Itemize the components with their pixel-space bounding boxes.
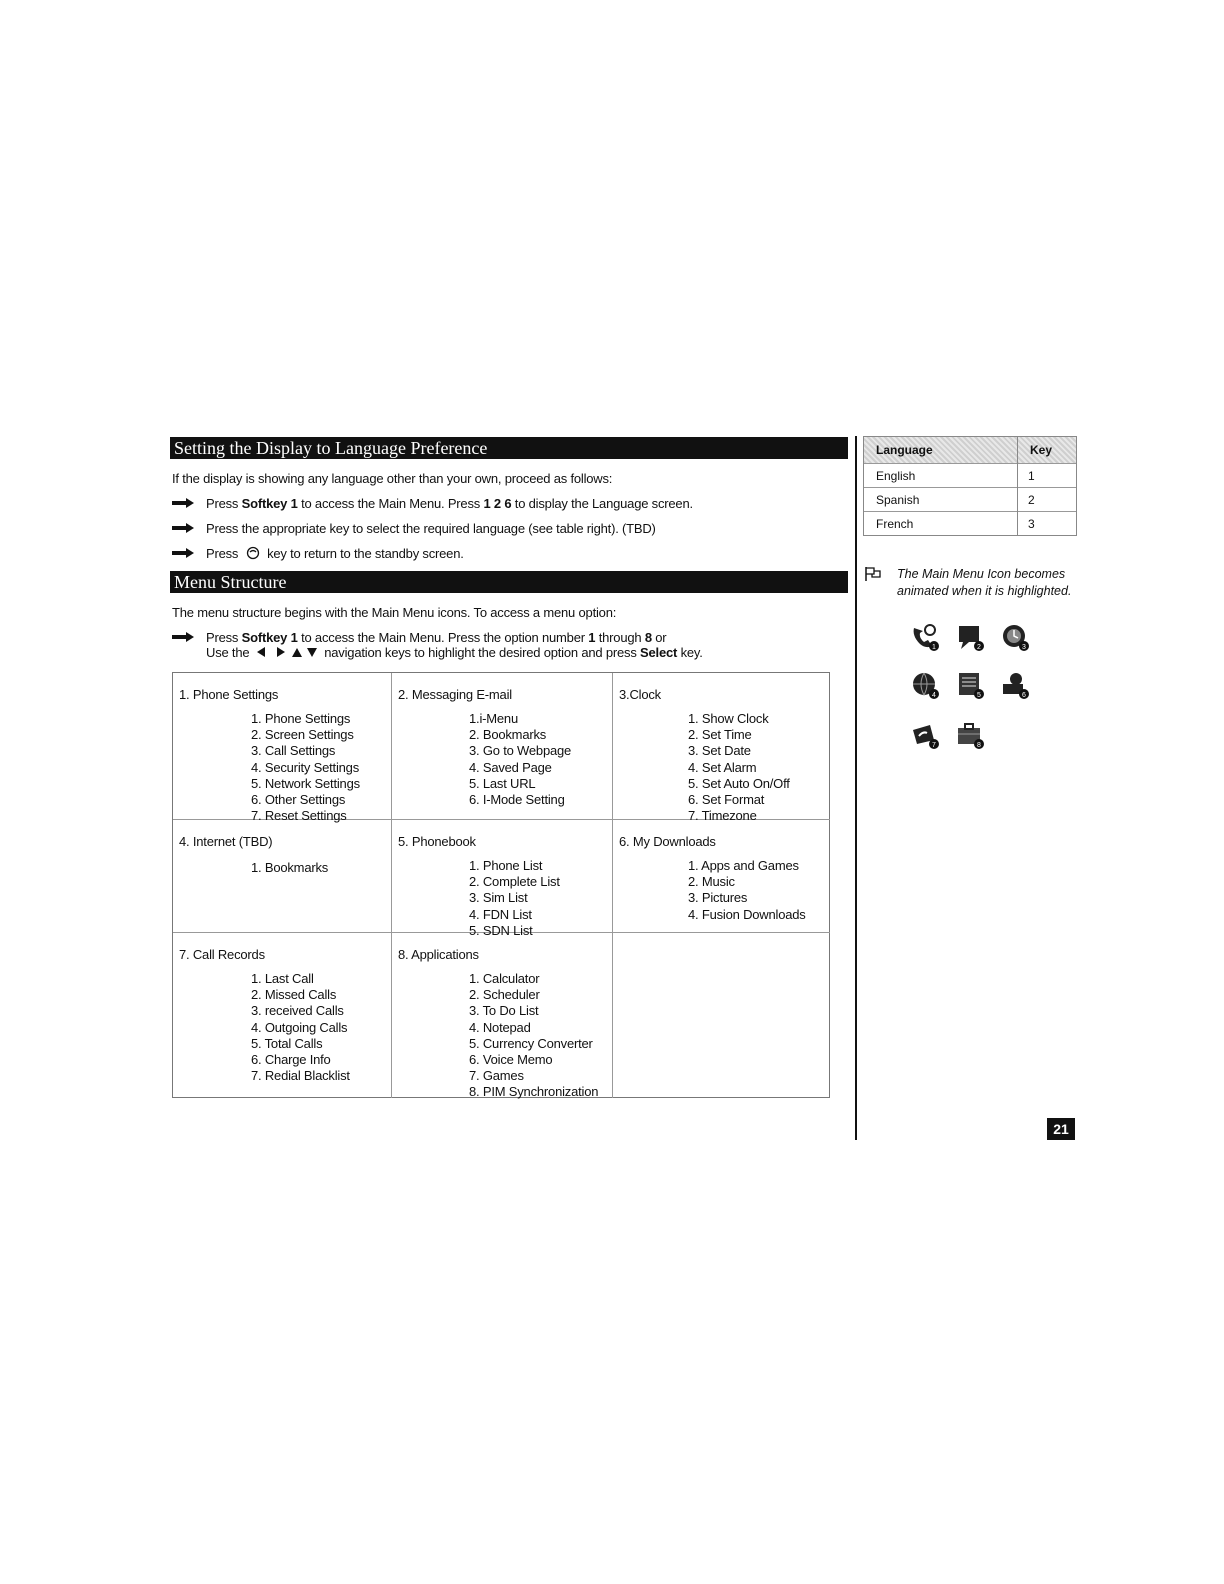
menu-cell-applications xyxy=(392,933,613,1098)
menu-item: 6. Voice Memo xyxy=(469,1052,553,1068)
language-column-header: Language xyxy=(876,443,933,457)
language-table-header xyxy=(864,437,1076,463)
menu-item: 1. Calculator xyxy=(469,971,540,986)
note-line: animated when it is highlighted. xyxy=(897,584,1072,598)
key-column-header: Key xyxy=(1030,443,1053,457)
language-name: French xyxy=(876,517,914,531)
menu-cell-call-records xyxy=(173,933,392,1098)
note-flag-icon xyxy=(864,566,882,582)
icon-number: 3 xyxy=(1022,644,1026,651)
column-divider xyxy=(855,436,857,1140)
menu-item: 6. Other Settings xyxy=(251,792,346,808)
language-row xyxy=(864,463,1076,488)
step-text: Press the appropriate key to select the required language (see table right). (TBD) xyxy=(206,521,656,536)
language-key: 1 xyxy=(1028,469,1035,483)
menu-item: 6. I-Mode Setting xyxy=(469,792,565,808)
menu-item: 3. Pictures xyxy=(688,890,748,906)
language-name: English xyxy=(876,469,916,483)
menu-heading: 4. Internet (TBD) xyxy=(179,834,273,849)
menu-item: 1. Apps and Games xyxy=(688,858,799,873)
menu-item: 6. Charge Info xyxy=(251,1052,331,1068)
menu-heading: 2. Messaging E-mail xyxy=(398,687,512,702)
section-title-menu-structure: Menu Structure xyxy=(170,571,848,593)
messaging-icon xyxy=(955,622,985,652)
menu-item: 4. Security Settings xyxy=(251,759,359,775)
pointing-hand-icon xyxy=(172,548,194,558)
menu-item: 5. Total Calls xyxy=(251,1035,323,1051)
phonebook-icon xyxy=(955,670,985,700)
menu-structure-table xyxy=(172,672,830,1098)
menu-heading: 8. Applications xyxy=(398,947,479,962)
menu-item: 2. Screen Settings xyxy=(251,727,354,743)
menu-item: 6. Set Format xyxy=(688,792,765,808)
menu-item: 1. Show Clock xyxy=(688,711,769,726)
menu-item: 5. Set Auto On/Off xyxy=(688,775,790,791)
step-text: Press xyxy=(206,546,239,561)
menu-item: 3. Set Date xyxy=(688,743,751,759)
page-number: 21 xyxy=(1047,1118,1075,1140)
internet-icon xyxy=(910,670,940,700)
menu-item: 1.i-Menu xyxy=(469,711,518,726)
navigation-arrows-icon xyxy=(256,646,318,658)
section1-step-3 xyxy=(172,546,464,561)
icon-number: 6 xyxy=(1022,692,1026,699)
menu-heading: 5. Phonebook xyxy=(398,834,476,849)
step-text: navigation keys to highlight the desired option and press xyxy=(324,645,637,660)
section1-step-1 xyxy=(172,496,693,511)
menu-cell-phone-settings xyxy=(173,673,392,824)
menu-item: 7. Timezone xyxy=(688,808,757,824)
menu-item: 7. Games xyxy=(469,1068,524,1084)
menu-item: 3. Go to Webpage xyxy=(469,743,572,759)
language-row xyxy=(864,487,1076,512)
menu-item: 7. Redial Blacklist xyxy=(251,1068,350,1084)
note-line: The Main Menu Icon becomes xyxy=(897,567,1066,581)
menu-item: 4. Set Alarm xyxy=(688,759,757,775)
menu-item: 7. Reset Settings xyxy=(251,808,347,824)
phone-settings-icon xyxy=(910,622,940,652)
menu-item: 3. Call Settings xyxy=(251,743,336,759)
icon-number: 2 xyxy=(977,644,981,651)
step-text: to access the Main Menu. Press the option number xyxy=(297,630,589,645)
menu-item: 2. Complete List xyxy=(469,874,560,890)
option-number: 1 xyxy=(588,630,596,645)
language-name: Spanish xyxy=(876,493,920,507)
step-text: to display the Language screen. xyxy=(511,496,693,511)
menu-cell-empty xyxy=(613,933,830,1098)
section-title-language: Setting the Display to Language Preference xyxy=(170,437,848,459)
section2-step-1 xyxy=(172,630,703,660)
step-text: through xyxy=(595,630,645,645)
step-text: key. xyxy=(680,645,703,660)
menu-heading: 3.Clock xyxy=(619,687,661,702)
section2-intro: The menu structure begins with the Main Menu icons. To access a menu option: xyxy=(172,605,617,620)
language-row xyxy=(864,511,1076,536)
menu-item: 5. Currency Converter xyxy=(469,1035,593,1051)
menu-item: 4. Fusion Downloads xyxy=(688,906,806,922)
menu-item: 1. Phone Settings xyxy=(251,711,351,726)
menu-cell-messaging xyxy=(392,673,613,820)
menu-cell-internet xyxy=(173,820,392,933)
icon-number: 7 xyxy=(932,742,936,749)
icon-number: 4 xyxy=(932,692,936,699)
end-key-icon xyxy=(246,546,260,560)
menu-item: 5. Network Settings xyxy=(251,775,360,791)
icon-number: 5 xyxy=(977,692,981,699)
menu-item: 3. received Calls xyxy=(251,1003,344,1019)
key-sequence: 1 2 6 xyxy=(483,496,512,511)
select-key-label: Select xyxy=(640,645,678,660)
pointing-hand-icon xyxy=(172,632,194,642)
step-text: or xyxy=(651,630,667,645)
column-separator xyxy=(1017,437,1018,535)
menu-item: 1. Bookmarks xyxy=(251,860,329,875)
section1-step-2 xyxy=(172,521,656,536)
menu-item: 4. Notepad xyxy=(469,1019,531,1035)
call-records-icon xyxy=(910,720,940,750)
language-key: 3 xyxy=(1028,517,1035,531)
language-key: 2 xyxy=(1028,493,1035,507)
menu-heading: 1. Phone Settings xyxy=(179,687,279,702)
icon-number: 8 xyxy=(977,742,981,749)
menu-item: 3. Sim List xyxy=(469,890,528,906)
step-text: Press xyxy=(206,496,242,511)
pointing-hand-icon xyxy=(172,498,194,508)
menu-item: 2. Set Time xyxy=(688,727,752,743)
menu-item: 5. SDN List xyxy=(469,922,533,938)
applications-icon xyxy=(955,720,985,750)
menu-heading: 6. My Downloads xyxy=(619,834,716,849)
menu-item: 1. Last Call xyxy=(251,971,314,986)
note-text xyxy=(897,566,1071,600)
menu-item: 2. Missed Calls xyxy=(251,987,337,1003)
icon-number: 1 xyxy=(932,644,936,651)
option-number: 8 xyxy=(644,630,652,645)
my-downloads-icon xyxy=(1000,670,1030,700)
menu-item: 1. Phone List xyxy=(469,858,543,873)
step-text: to access the Main Menu. Press xyxy=(297,496,484,511)
menu-item: 4. FDN List xyxy=(469,906,532,922)
menu-cell-phonebook xyxy=(392,820,613,938)
menu-item: 8. PIM Synchronization xyxy=(469,1084,599,1100)
menu-heading: 7. Call Records xyxy=(179,947,265,962)
menu-item: 5. Last URL xyxy=(469,775,536,791)
pointing-hand-icon xyxy=(172,523,194,533)
menu-cell-clock xyxy=(613,673,830,824)
section1-intro: If the display is showing any language other than your own, proceed as follows: xyxy=(172,471,613,486)
menu-item: 2. Music xyxy=(688,874,735,890)
clock-icon xyxy=(1000,622,1030,652)
softkey-label: Softkey 1 xyxy=(241,496,298,511)
menu-cell-my-downloads xyxy=(613,820,830,933)
menu-item: 4. Outgoing Calls xyxy=(251,1019,348,1035)
softkey-label: Softkey 1 xyxy=(241,630,298,645)
menu-item: 2. Bookmarks xyxy=(469,727,547,743)
menu-item: 2. Scheduler xyxy=(469,987,540,1003)
menu-item: 3. To Do List xyxy=(469,1003,539,1019)
menu-item: 4. Saved Page xyxy=(469,759,552,775)
step-text: Use the xyxy=(206,645,250,660)
step-text: key to return to the standby screen. xyxy=(267,546,464,561)
language-table xyxy=(863,436,1077,536)
step-text: Press xyxy=(206,630,242,645)
